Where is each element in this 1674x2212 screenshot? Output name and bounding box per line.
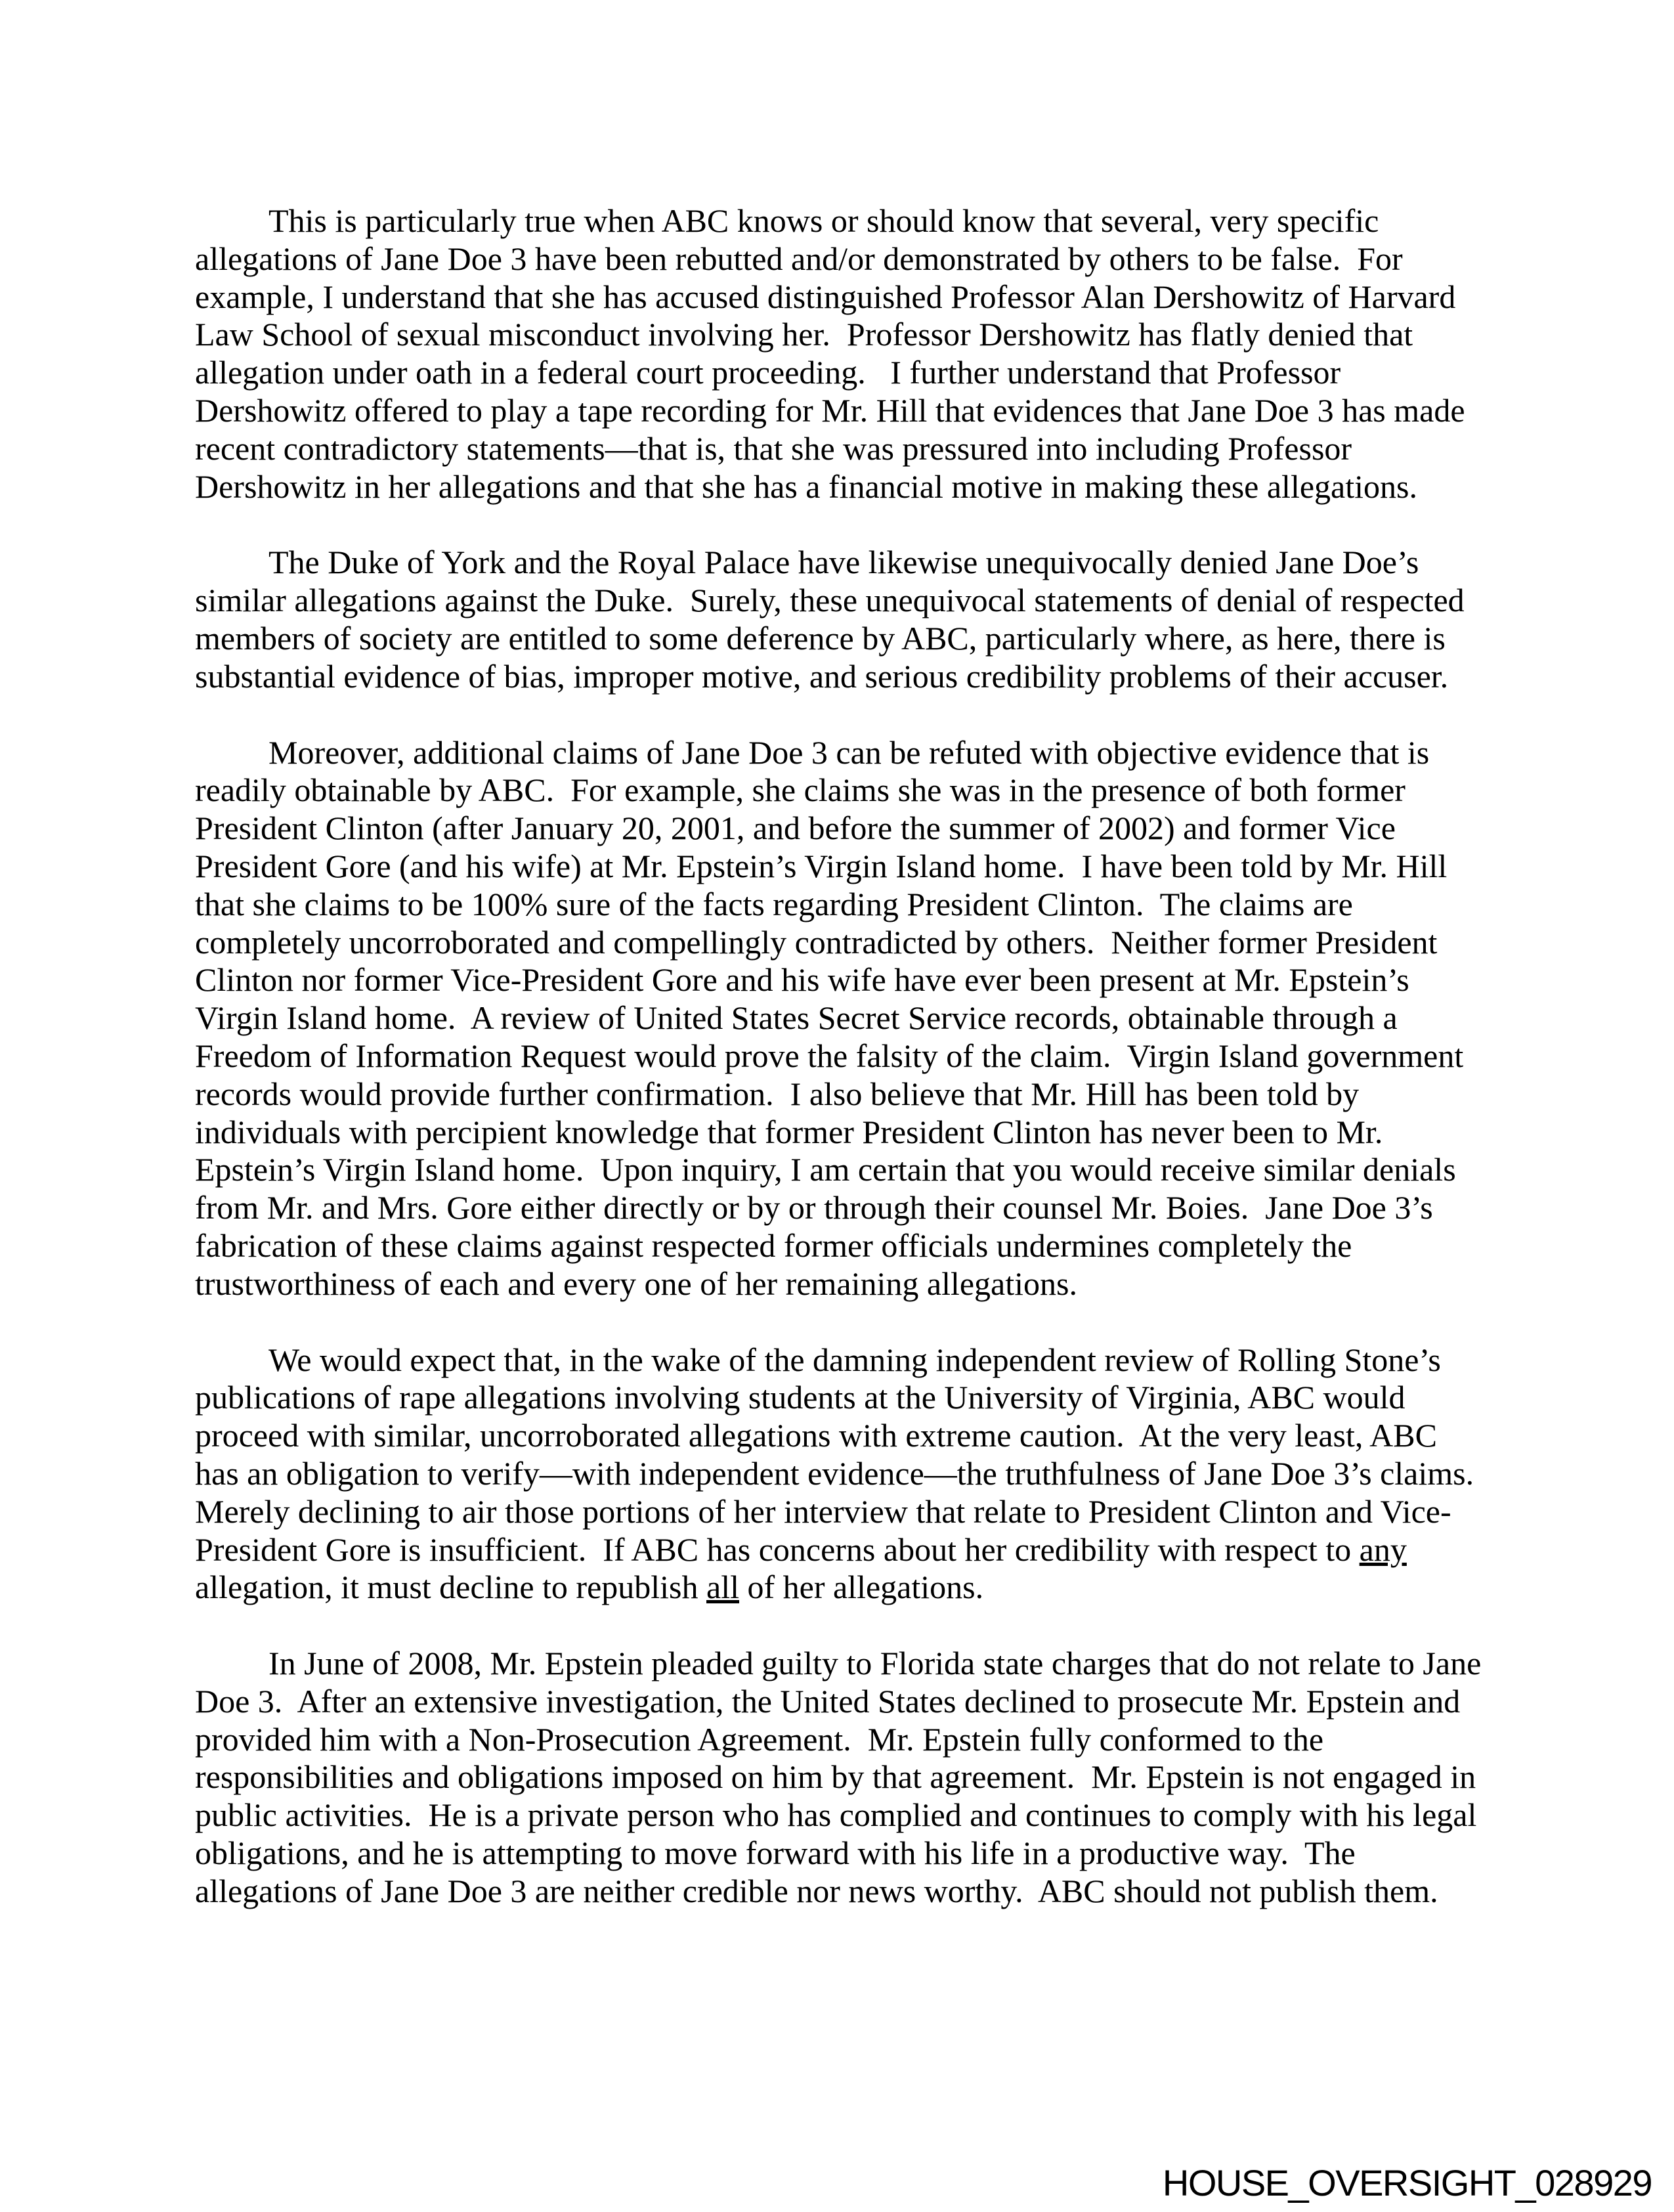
underlined-word-any: any — [1359, 1530, 1407, 1568]
paragraph-4-text-between: allegation, it must decline to republish — [195, 1530, 1415, 1606]
underlined-word-all: all — [706, 1569, 739, 1606]
paragraph-3: Moreover, additional claims of Jane Doe 3 can be refuted with objective evidence that is readily obtainable by ABC. For example, she claims she was in the presence of both former President Clinton (after January 20, 2001, and before the summer of 2002) and former Vice President Gore (and his wife) at Mr. Epstein’s Virgin Island home. I have been told by Mr. Hill that she claims to be 100% sure of the facts regarding President Clinton. The claims are completely uncorroborated and compellingly contradicted by others. Neither former President Clinton nor former Vice-President Gore and his wife have ever been present at Mr. Epstein’s Virgin Island home. A review of United States Secret Service records, obtainable through a Freedom of Information Request would prove the falsity of the claim. Virgin Island government records would provide further confirmation. I also believe that Mr. Hill has been told by individuals with percipient knowledge that former President Clinton has never been to Mr. Epstein’s Virgin Island home. Upon inquiry, I am certain that you would receive similar denials from Mr. and Mrs. Gore either directly or by or through their counsel Mr. Boies. Jane Doe 3’s fabrication of these claims against respected former officials undermines completely the trustworthiness of each and every one of her remaining allegations. — [195, 733, 1472, 1302]
paragraph-2: The Duke of York and the Royal Palace have likewise unequivocally denied Jane Doe’s similar allegations against the Duke. Surely, these unequivocal statements of denial of respected members of society are entitled to some deference by ABC, particularly where, as here, there is substantial evidence of bias, improper motive, and serious credibility problems of their accuser. — [195, 544, 1473, 695]
letter-body — [195, 202, 1491, 1949]
bates-stamp: HOUSE_OVERSIGHT_028929 — [1162, 2162, 1652, 2203]
paragraph-1: This is particularly true when ABC knows or should know that several, very specific allegations of Jane Doe 3 have been rebutted and/or demonstrated by others to be false. For example, I understand that she has accused distinguished Professor Alan Dershowitz of Harvard Law School of sexual misconduct involving her. Professor Dershowitz has flatly denied that allegation under oath in a federal court proceeding. I further understand that Professor Dershowitz offered to play a tape recording for Mr. Hill that evidences that Jane Doe 3 has made recent contradictory statements—that is, that she was pressured into including Professor Dershowitz in her allegations and that she has a financial motive in making these allegations. — [195, 202, 1474, 505]
paragraph-4-text-after: of her allegations. — [739, 1569, 984, 1606]
paragraph-4 — [195, 1341, 1491, 1607]
paragraph-4-text-before-any: We would expect that, in the wake of the damning independent review of Rolling Stone’s publications of rape allegations involving students at the University of Virginia, ABC would proceed with similar, uncorroborated allegations with extreme caution. At the very least, ABC has an obligation to verify—with independent evidence—the truthfulness of Jane Doe 3’s claims. Merely declining to air those portions of her interview that relate to President Clinton and Vice-President Gore is insufficient. If ABC has concerns about her credibility with respect to — [195, 1341, 1491, 1568]
paragraph-5: In June of 2008, Mr. Epstein pleaded guilty to Florida state charges that do not relate to Jane Doe 3. After an extensive investigation, the United States declined to prosecute Mr. Epstein and provided him with a Non-Prosecution Agreement. Mr. Epstein fully conformed to the responsibilities and obligations imposed on him by that agreement. Mr. Epstein is not engaged in public activities. He is a private person who has complied and continues to comply with his legal obligations, and he is attempting to move forward with his life in a productive way. The allegations of Jane Doe 3 are neither credible nor news worthy. ABC should not publish them. — [195, 1645, 1490, 1909]
